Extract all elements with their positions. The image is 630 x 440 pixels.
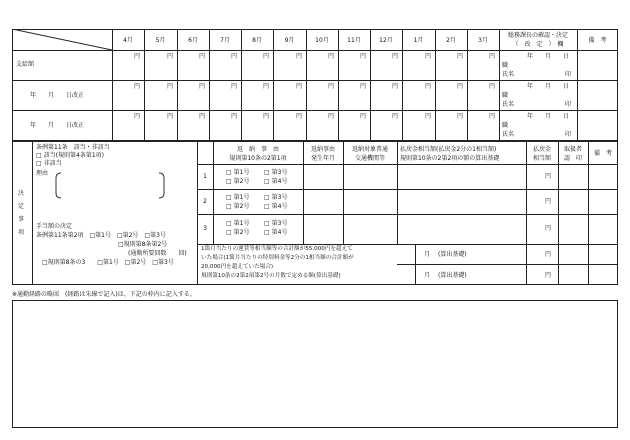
yen-marker: 円 — [328, 83, 335, 90]
month-header: 12月 — [379, 37, 393, 44]
month-header: 3月 — [478, 37, 488, 44]
item-2[interactable]: □ 第2号 — [226, 229, 250, 236]
decision-vertical-label: 定 — [18, 203, 25, 210]
header-amount: 払戻金相当額(払戻金2分の1相当額) — [400, 146, 497, 153]
item-1[interactable]: □ 第1号 — [226, 194, 250, 201]
item-2[interactable]: □ 第2号 — [226, 203, 250, 210]
calc-note: 20,000円を超えていた場合) — [201, 264, 274, 270]
header-date-sub: 発生年月 — [310, 155, 335, 162]
approval-date: 年 月 日 — [527, 53, 570, 60]
month-header: 11月 — [347, 37, 361, 44]
amount-clause: 条例第11条第2項 □第1号 □第2号 □第3号 — [36, 232, 166, 239]
decision-vertical-label: 項 — [18, 229, 25, 236]
yen-marker: 円 — [167, 83, 174, 90]
item-3[interactable]: □ 第3号 — [264, 194, 288, 201]
item-1[interactable]: □ 第1号 — [226, 220, 250, 227]
item-1[interactable]: □ 第1号 — [226, 169, 250, 176]
yen-marker: 円 — [457, 113, 464, 120]
header-remarks: 備 考 — [593, 150, 612, 157]
yen-marker: 円 — [199, 53, 206, 60]
approval-name-label: 氏名 — [502, 71, 515, 78]
reason-label: 理由 — [36, 170, 49, 177]
header-diagonal — [12, 29, 112, 51]
row-number: 1 — [203, 173, 207, 180]
month-header: 8月 — [252, 37, 262, 44]
month-header: 10月 — [315, 37, 329, 44]
decision-clause: 条例第11条 該当・非該当 — [36, 144, 110, 151]
amount-decision-label: 手当額の決定 — [36, 223, 73, 230]
yen-marker: 円 — [199, 83, 206, 90]
commute-count: (通勤所要回数 回) — [128, 250, 187, 257]
yen-marker: 円 — [134, 83, 141, 90]
route-map-box[interactable] — [12, 300, 618, 428]
yen-marker: 円 — [328, 113, 335, 120]
calc-basis: (算出基礎) — [438, 272, 467, 279]
yen-marker: 円 — [296, 113, 303, 120]
yen-marker: 円 — [167, 53, 174, 60]
route-map-note: ※通勤経路の略図 (経路は朱線で記入)は、下記の枠内に記入する。 — [12, 291, 196, 298]
item-4[interactable]: □ 第4号 — [264, 178, 288, 185]
header-reason: 返 納 事 由 — [236, 146, 279, 153]
yen-marker: 円 — [489, 53, 496, 60]
yen-marker: 円 — [489, 83, 496, 90]
header-transport-sub: 交通機関等 — [354, 155, 385, 162]
yen-marker: 円 — [360, 53, 367, 60]
yen: 円 — [545, 251, 552, 258]
header-date: 返納事由 — [310, 146, 335, 153]
rule-8-3: □規則第8条の3 □第1号 □第2号 □第3号 — [42, 259, 174, 266]
yen-marker: 円 — [263, 53, 270, 60]
row-number: 2 — [203, 198, 207, 205]
item-4[interactable]: □ 第4号 — [264, 229, 288, 236]
month-header: 2月 — [446, 37, 456, 44]
approval-title-label: 職 — [502, 62, 509, 69]
header-reason-sub: 規則第10条の2第1項 — [229, 155, 287, 162]
month-header: 4月 — [123, 37, 133, 44]
yen-marker: 円 — [167, 113, 174, 120]
month-header: 9月 — [284, 37, 295, 44]
header-confirm-sub: 認 印 — [563, 155, 582, 162]
approval-title-label: 職 — [502, 92, 509, 99]
header-refund-sub: 相当額 — [532, 155, 551, 162]
seal-label: 印 — [565, 131, 572, 138]
yen-marker: 円 — [328, 53, 335, 60]
approval-date: 年 月 日 — [527, 83, 570, 90]
approval-date: 年 月 日 — [527, 113, 570, 120]
decision-vertical-label: 事 — [18, 216, 25, 223]
yen-marker: 円 — [392, 113, 399, 120]
yen-marker: 円 — [489, 113, 496, 120]
calc-note: 規則第10条の2第2項第2号の月数で定める額(算出基礎) — [201, 273, 341, 279]
month-header: 1月 — [413, 37, 424, 44]
seal-label: 印 — [565, 71, 572, 78]
yen: 円 — [545, 198, 552, 205]
month-label: 月 — [424, 272, 431, 279]
row-label-revision: 年 月 日改正 — [30, 122, 85, 129]
yen-marker: 円 — [263, 83, 270, 90]
approval-subtitle: （ 改 定 ） 欄 — [512, 41, 564, 48]
header-amount-sub: 規則第10条の2第2項の額の算出基礎 — [400, 155, 500, 162]
yen-marker: 円 — [392, 53, 399, 60]
calc-note: 1箇月当たりの運賃等相当額等の合計額が55,000円を超えて — [201, 246, 353, 252]
row-number: 3 — [203, 225, 207, 232]
month-header: 6月 — [188, 37, 198, 44]
decision-applicable[interactable]: □ 該当(規則第4条第1項) — [36, 152, 104, 159]
approval-name-label: 氏名 — [502, 131, 515, 138]
month-label: 月 — [424, 251, 431, 258]
header-confirm: 取扱者 — [563, 146, 582, 153]
yen-marker: 円 — [296, 53, 303, 60]
calc-basis: (算出基礎) — [438, 251, 467, 258]
yen: 円 — [545, 225, 552, 232]
yen-marker: 円 — [296, 83, 303, 90]
decision-vertical-label: 決 — [18, 190, 25, 197]
yen-marker: 円 — [360, 83, 367, 90]
item-3[interactable]: □ 第3号 — [264, 220, 288, 227]
yen-marker: 円 — [134, 113, 141, 120]
header-refund: 払戻金 — [532, 146, 551, 153]
approval-name-label: 氏名 — [502, 101, 515, 108]
yen-marker: 円 — [231, 113, 238, 120]
approval-title-label: 職 — [502, 122, 509, 129]
yen-marker: 円 — [457, 83, 464, 90]
item-4[interactable]: □ 第4号 — [264, 203, 288, 210]
reason-bracket — [55, 172, 167, 200]
rule-8-2: □規則第8条第2号 — [118, 241, 168, 248]
yen: 円 — [545, 272, 552, 279]
yen-marker: 円 — [425, 113, 432, 120]
month-header: 5月 — [155, 37, 166, 44]
yen-marker: 円 — [457, 53, 464, 60]
yen-marker: 円 — [231, 83, 238, 90]
yen-marker: 円 — [263, 113, 270, 120]
yen-marker: 円 — [134, 53, 141, 60]
yen-marker: 円 — [425, 53, 432, 60]
yen-marker: 円 — [199, 113, 206, 120]
yen-marker: 円 — [360, 113, 367, 120]
yen: 円 — [545, 173, 552, 180]
item-2[interactable]: □ 第2号 — [226, 178, 250, 185]
row-label-revision: 年 月 日改正 — [30, 92, 85, 99]
yen-marker: 円 — [392, 83, 399, 90]
row-label-payment: 支給額 — [16, 61, 35, 68]
decision-not-applicable[interactable]: □ 非該当 — [36, 160, 62, 167]
calc-note: いた場合(1箇月当たりの特別料金等2分の1相当額の合計額が — [201, 255, 354, 261]
header-transport: 返納対象普通 — [351, 146, 388, 153]
remarks-header: 備 考 — [588, 37, 607, 44]
item-3[interactable]: □ 第3号 — [264, 169, 288, 176]
approval-title: 総務課長の確認・決定 — [507, 32, 568, 39]
yen-marker: 円 — [425, 83, 432, 90]
yen-marker: 円 — [231, 53, 238, 60]
month-header: 7月 — [220, 37, 230, 44]
seal-label: 印 — [565, 101, 572, 108]
